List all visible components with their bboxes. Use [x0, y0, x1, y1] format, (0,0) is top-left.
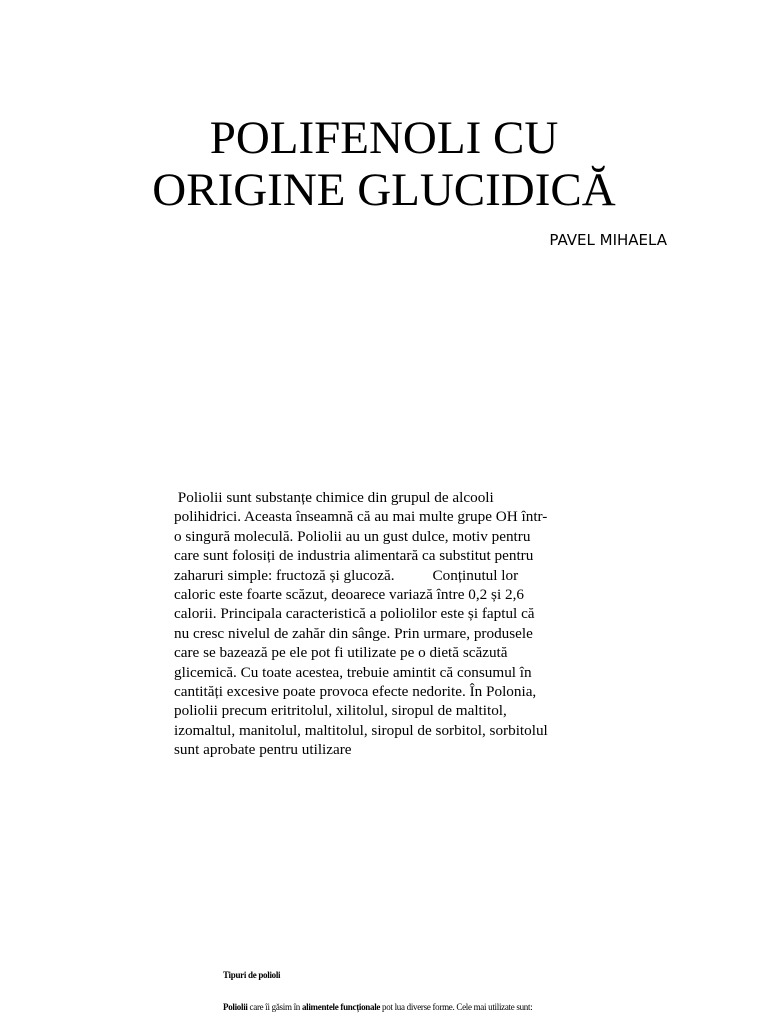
- intro-text-1: care îi găsim în: [247, 1002, 302, 1012]
- intro-text-2: pot lua diverse forme. Cele mai utilizate sunt:: [380, 1002, 533, 1012]
- body-line: o singură moleculă. Poliolii au un gust dulce, motiv pentru: [174, 527, 531, 545]
- section-subheading: Tipuri de polioli: [223, 970, 281, 980]
- body-line: sunt aprobate pentru utilizare: [174, 741, 352, 759]
- body-line: nu cresc nivelul de zahăr din sânge. Prin urmare, produsele: [174, 624, 533, 642]
- body-line: glicemică. Cu toate acestea, trebuie amintit că consumul în: [174, 663, 532, 681]
- body-line: care se bazează pe ele pot fi utilizate pe o dietă scăzută: [174, 644, 508, 662]
- body-paragraph: [174, 488, 584, 760]
- section-intro-line: [223, 1002, 532, 1012]
- body-line: izomaltul, manitolul, maltitolul, siropul de sorbitol, sorbitolul: [174, 721, 548, 739]
- title-line-2: ORIGINE GLUCIDICĂ: [152, 164, 616, 216]
- document-title: [0, 112, 768, 216]
- body-line: cantități excesive poate provoca efecte nedorite. În Polonia,: [174, 683, 537, 701]
- title-line-1: POLIFENOLI CU: [209, 112, 559, 164]
- body-line: care sunt folosiți de industria alimentară ca substitut pentru: [174, 547, 534, 565]
- body-line: zaharuri simple: fructoză și glucoză. Conținutul lor: [174, 566, 519, 584]
- body-line: polihidrici. Aceasta înseamnă că au mai multe grupe OH într-: [174, 508, 548, 526]
- author-name: PAVEL MIHAELA: [549, 231, 667, 249]
- bold-term-polioli: Poliolii: [223, 1002, 248, 1012]
- body-line: caloric este foarte scăzut, deoarece variază între 0,2 și 2,6: [174, 586, 524, 604]
- body-line: poliolii precum eritritolul, xilitolul, siropul de maltitol,: [174, 702, 507, 720]
- body-line: Poliolii sunt substanțe chimice din grupul de alcooli: [174, 489, 494, 506]
- body-line: calorii. Principala caracteristică a poliolilor este și faptul că: [174, 605, 535, 623]
- bold-term-alimente: alimentele funcționale: [301, 1002, 381, 1012]
